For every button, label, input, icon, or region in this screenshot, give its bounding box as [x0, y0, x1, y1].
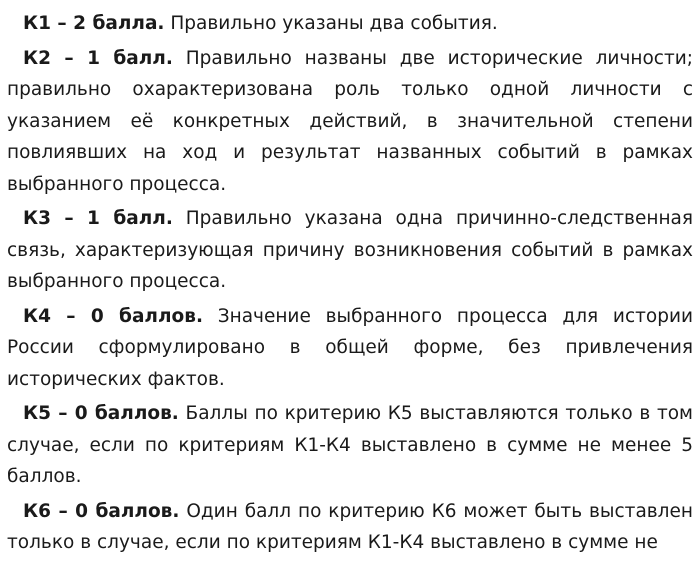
criterion-k6-paragraph	[7, 496, 693, 559]
criterion-k1-label: К1 – 2 балла.	[23, 13, 165, 34]
criterion-k2-paragraph	[7, 43, 693, 201]
criterion-k5-text: Баллы по критерию К5 выставляются только в том случае, если по критериям К1-К4 выставлено в сумме не менее 5 баллов.	[7, 403, 693, 487]
criterion-k3-label: К3 – 1 балл.	[23, 208, 173, 229]
criterion-k2-label: К2 – 1 балл.	[23, 47, 173, 69]
criterion-k2-text: Правильно названы две исторические личности; правильно охарактеризована роль только одной личности с указанием её конкретных действий, в значительной степени повлиявших на ход и результат названных событий в рамках выбранного процесса.	[7, 47, 693, 195]
criterion-k3-text: Правильно указана одна причинно-следственная связь, характеризующая причину возникновения событий в рамках выбранного процесса.	[7, 208, 693, 292]
criterion-k5-paragraph	[7, 398, 693, 493]
criterion-k1-text: Правильно указаны два события.	[170, 13, 498, 34]
grading-criteria-text	[7, 8, 693, 562]
criterion-k4-text: Значение выбранного процесса для истории России сформулировано в общей форме, без привлечения исторических фактов.	[7, 305, 693, 390]
criterion-k6-text: Один балл по критерию К6 может быть выставлен только в случае, если по критериям К1-К4 выставлено в сумме не	[7, 500, 693, 553]
criterion-k3-paragraph	[7, 203, 693, 298]
criterion-k4-paragraph	[7, 301, 693, 396]
criterion-k4-label: К4 – 0 баллов.	[23, 305, 203, 327]
criterion-k1-paragraph	[7, 8, 693, 40]
criterion-k5-label: К5 – 0 баллов.	[23, 403, 179, 424]
criterion-k6-label: К6 – 0 баллов.	[23, 500, 180, 522]
